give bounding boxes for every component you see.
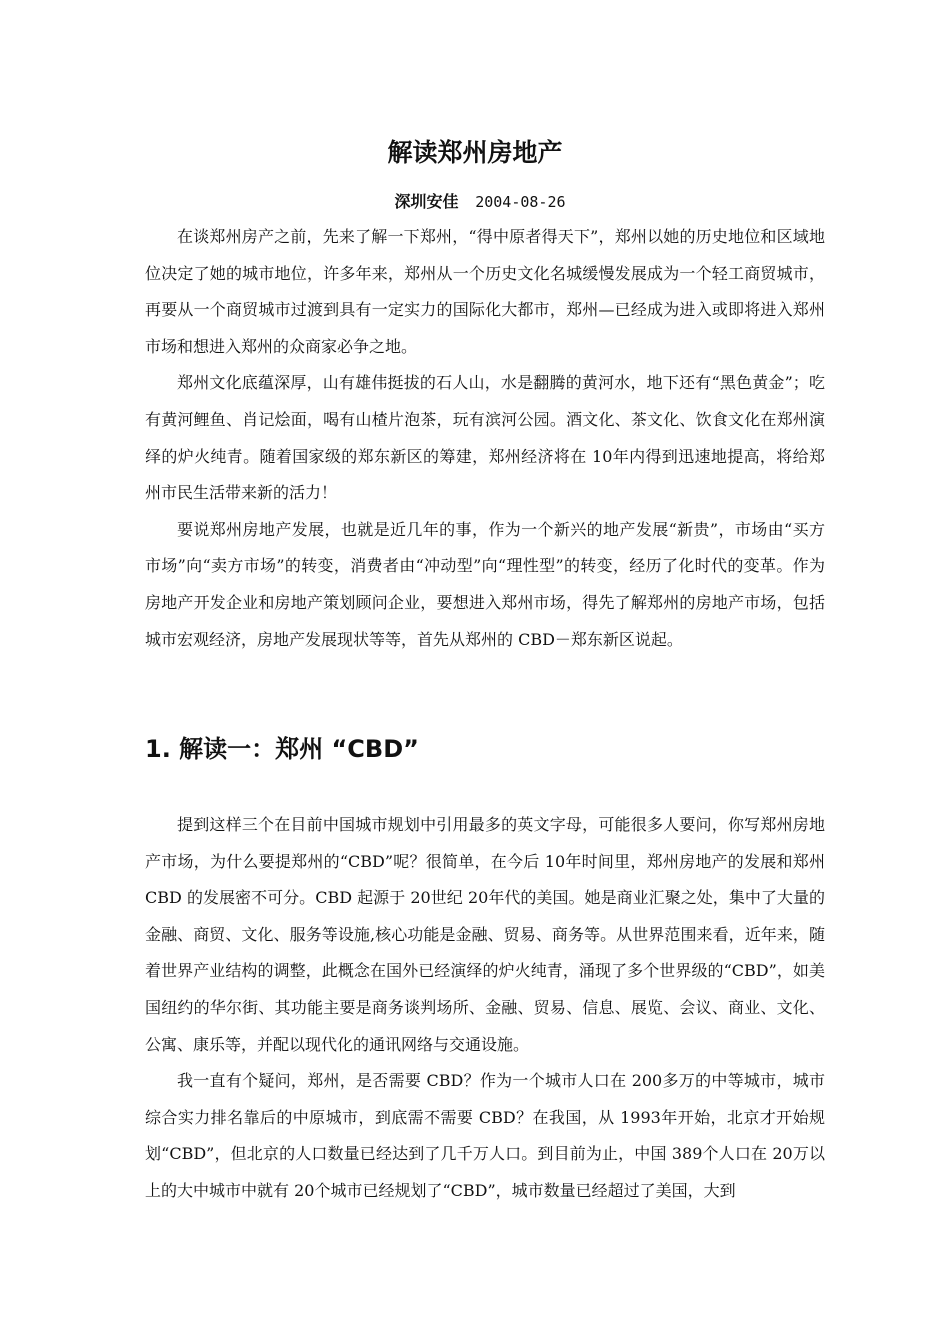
- paragraph: 郑州文化底蕴深厚，山有雄伟挺拔的石人山，水是翻腾的黄河水，地下还有“黑色黄金”；吃有黄河鲤鱼、肖记烩面，喝有山楂片泡茶，玩有滨河公园。酒文化、茶文化、饮食文化在郑州演绎的炉火纯青。随着国家级的郑东新区的筹建，郑州经济将在 10年内得到迅速地提高，将给郑州市民生活带来新的活力！: [145, 373, 825, 503]
- paragraph: 要说郑州房地产发展，也就是近几年的事，作为一个新兴的地产发展“新贵”，市场由“买方市场”向“卖方市场”的转变，消费者由“冲动型”向“理性型”的转变，经历了化时代的变革。作为房地产开发企业和房地产策划顾问企业，要想进入郑州市场，得先了解郑州的房地产市场，包括城市宏观经济，房地产发展现状等等，首先从郑州的 CBD－郑东新区说起。: [145, 519, 825, 649]
- document-title: 解读郑州房地产: [387, 138, 563, 167]
- section-body: [145, 807, 825, 1210]
- paragraph: 提到这样三个在目前中国城市规划中引用最多的英文字母，可能很多人要问，你写郑州房地产市场，为什么要提郑州的“CBD”呢？很简单，在今后 10年时间里，郑州房地产的发展和郑州 CBD 的发展密不可分。CBD 起源于 20世纪 20年代的美国。她是商业汇聚之处，集中了大量的金融、商贸、文化、服务等设施,核心功能是金融、贸易、商务等。从世界范围来看，近年来，随着世界产业结构的调整，此概念在国外已经演绎的炉火纯青，涌现了多个世界级的“CBD”，如美国纽约的华尔街、其功能主要是商务谈判场所、金融、贸易、信息、展览、会议、商业、文化、公寓、康乐等，并配以现代化的通讯网络与交通设施。: [145, 815, 825, 1054]
- section-heading: 1. 解读一：郑州 “CBD”: [145, 735, 419, 763]
- intro-section: [145, 219, 825, 658]
- paragraph: 在谈郑州房产之前，先来了解一下郑州，“得中原者得天下”，郑州以她的历史地位和区域地位决定了她的城市地位，许多年来，郑州从一个历史文化名城缓慢发展成为一个轻工商贸城市，再要从一个商贸城市过渡到具有一定实力的国际化大都市，郑州—已经成为进入或即将进入郑州市场和想进入郑州的众商家必争之地。: [145, 227, 825, 356]
- byline-author: 深圳安佳: [394, 192, 459, 211]
- byline: [0, 191, 950, 213]
- paragraph: 我一直有个疑问，郑州，是否需要 CBD？作为一个城市人口在 200多万的中等城市，城市综合实力排名靠后的中原城市，到底需不需要 CBD？在我国，从 1993年开始，北京才开始规划“CBD”，但北京的人口数量已经达到了几千万人口。到目前为止，中国 389个人口在 20万以上的大中城市中就有 20个城市已经规划了“CBD”，城市数量已经超过了美国，大到: [145, 1071, 825, 1200]
- byline-date: 2004-08-26: [475, 193, 566, 211]
